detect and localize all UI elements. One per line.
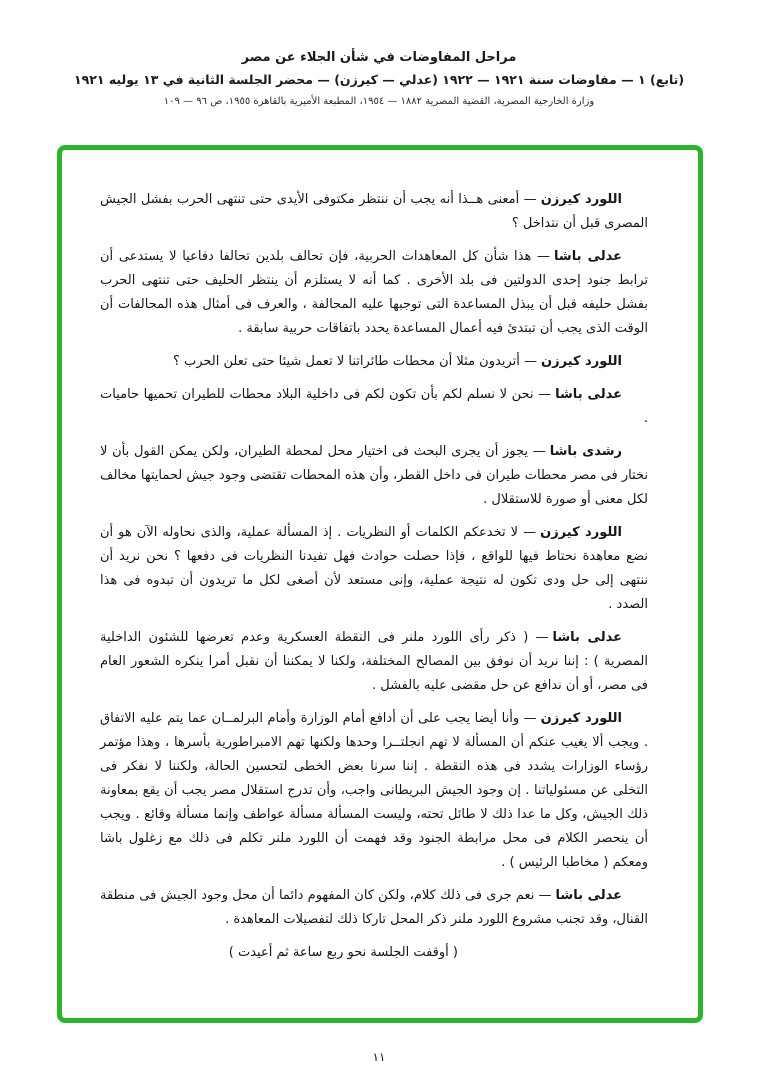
content-frame	[57, 145, 703, 1023]
paragraph-text: — يجوز أن يجرى البحث فى اختيار محل لمحطة الطيران، ولكن يمكن القول بأن لا نختار فى مصر محطات طيران فى داخل القطر، وأن هذه المحطات تقتضى وجود جيش لحمايتها مخالف لكل معنى أو صورة للاستقلال .	[100, 444, 648, 507]
session-note: ( أوقفت الجلسة نحو ربع ساعة ثم أعيدت )	[228, 945, 458, 960]
document-header	[0, 0, 758, 107]
paragraph	[100, 440, 648, 512]
page-number: ١١	[372, 1050, 386, 1064]
paragraph	[100, 626, 648, 698]
speaker-name: عدلى باشا	[554, 249, 622, 264]
paragraph	[100, 707, 648, 875]
paragraph	[100, 350, 648, 374]
paragraph	[100, 188, 648, 236]
paragraph-text: — وأنا أيضا يجب على أن أدافع أمام الوزارة وأمام البرلمــان عما يتم عليه الاتفاق . ويجب ألا يغيب عنكم أن المسألة لا تهم انجلتــرا وحدها ولكنها تهم الامبراطورية بأسرها ، وهذا مؤتمر رؤساء الوزارات يشدد فى هذه النقطة . إننا سرنا بعض الخطى لتحسين الحالة، ولكننا لا نفكر فى التخلى عن مسئولياتنا . إن وجود الجيش البريطانى واجب، وأن تدرج استقلال مصر يجب أن يقع بمعاونة ذلك الجيش، وكل ما عدا ذلك لا طائل تحته، وليست المسألة مسألة عواطف وإنما مسألة وقائع . ويجب أن ينحصر الكلام فى محل مرابطة الجنود وقد فهمت أن اللورد ملنر تكلم فى ذلك مع زغلول باشا ومعكم ( مخاطبا الرئيس ) .	[100, 711, 648, 870]
paragraph	[100, 245, 648, 341]
paragraph-text: — لا تخدعكم الكلمات أو النظريات . إذ المسألة عملية، والذى نحاوله الآن هو أن نضع معاهدة نحتاط فيها للواقع ، فإذا حصلت حوادث فهل تفيدنا النظريات فى دفعها ؟ نحن نريد أن ننتهى إلى حل ودى تكون له نتيجة عملية، وإنى مستعد لأن أصغى لكل ما تريدون أن تبدوه فى هذا الصدد .	[100, 525, 648, 612]
speaker-name: اللورد كيرزن	[540, 354, 622, 369]
speaker-name: اللورد كيرزن	[540, 192, 623, 207]
paragraph-text: — أمعنى هــذا أنه يجب أن ننتظر مكتوفى الأيدى حتى تنتهى الحرب بفشل الجيش المصرى قبل أن نتداخل ؟	[100, 192, 648, 231]
page-title: مراحل المفاوضات في شأن الجلاء عن مصر	[241, 50, 517, 65]
paragraph-text: — هذا شأن كل المعاهدات الحربية، فإن تحالف بلدين تحالفا دفاعيا لا يستدعى أن ترابط جنود إحدى الدولتين فى بلد الأخرى . كما أنه لا يستلزم أن ينتظر الحليف حتى تنتهى الحرب بفشل حليفه قبل أن يبذل المساعدة التى توجبها عليه المحالفة ، والعرف فى أمثال هذه المحالفات أن الوقت الذى يجب أن تبتدئ فيه أعمال المساعدة يحدد باتفاقات حربية سابقة .	[100, 249, 648, 336]
page-subtitle: (تابع) ١ — مفاوضات سنة ١٩٢١ — ١٩٢٢ (عدلي — كيرزن) — محضر الجلسة الثانية في ١٣ يوليه ١٩٢١	[73, 72, 685, 87]
speaker-name: اللورد كيرزن	[540, 525, 622, 540]
dialogue-body	[100, 188, 648, 965]
speaker-name: عدلى باشا	[552, 630, 622, 645]
paragraph-text: — ( ذكر رأى اللورد ملنر فى النقطة العسكرية وعدم تعرضها للشئون الداخلية المصرية ) : إننا نريد أن نوفق بين المصالح المختلفة، ولكنا لا يمكننا أن نقبل أمرا ينكره الشعور العام فى مصر، أو أن ندافع عن حل مقضى عليه بالفشل .	[100, 630, 648, 693]
source-note: وزارة الخارجية المصرية، القضية المصرية ١٨٨٢ — ١٩٥٤، المطبعة الأميرية بالقاهرة ١٩٥٥، ص ٩٦ — ١٠٩	[163, 96, 595, 107]
speaker-name: اللورد كيرزن	[540, 711, 622, 726]
speaker-name: عدلى باشا	[555, 888, 622, 903]
paragraph-text: — نعم جرى فى ذلك كلام، ولكن كان المفهوم دائما أن محل وجود الجيش فى منطقة القنال، وقد تجنب مشروع اللورد ملنر ذكر المحل تاركا ذلك لتفصيلات المعاهدة .	[100, 888, 648, 927]
paragraph-text: — أتريدون مثلا أن محطات طائراتنا لا تعمل شيئا حتى تعلن الحرب ؟	[172, 354, 537, 369]
paragraph	[100, 521, 648, 617]
speaker-name: عدلى باشا	[555, 387, 622, 402]
paragraph	[100, 383, 648, 431]
speaker-name: رشدى باشا	[549, 444, 622, 459]
paragraph	[100, 884, 648, 932]
paragraph-text: — نحن لا نسلم لكم بأن تكون لكم فى داخلية البلاد محطات للطيران تحميها حاميات .	[100, 387, 648, 426]
